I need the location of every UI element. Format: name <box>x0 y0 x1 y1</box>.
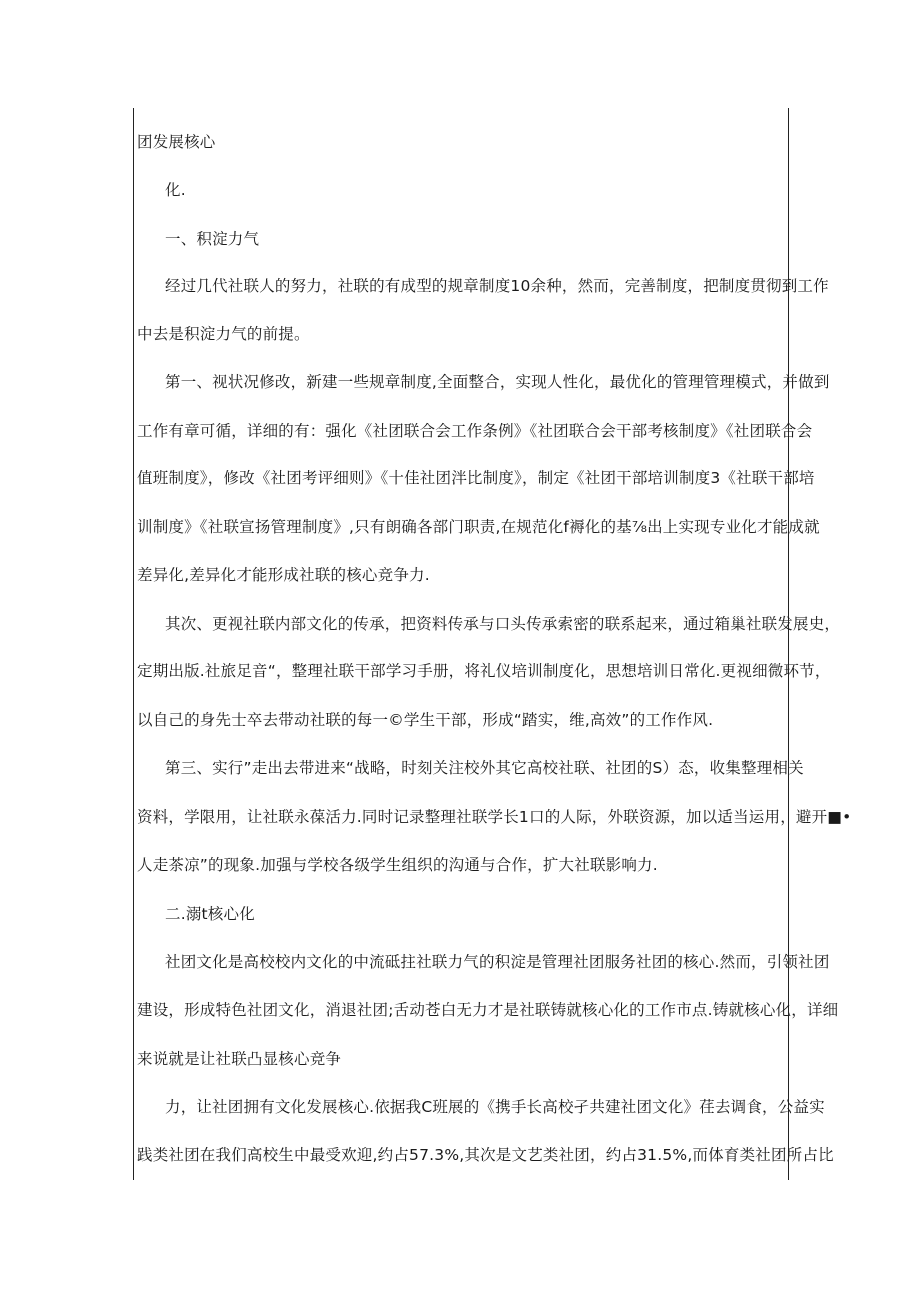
text-line: 社团文化是高校校内文化的中流砥拄社联力气的积淀是管理社团服务社团的核心.然而，引领社团 <box>165 953 830 971</box>
text-line: 定期出版.社旅足音“，整理社联干部学习手册，将礼仪培训制度化，思想培训日常化.更视细微环节， <box>137 662 831 680</box>
text-line: 差异化,差异化才能形成社联的核心竞争力. <box>137 566 430 584</box>
text-line: 值班制度》，修改《社团考评细则》《十佳社团泮比制度》，制定《社团干部培训制度3《社联干部培 <box>137 469 815 487</box>
text-line: 资料，学限用，让社联永葆活力.同时记录整理社联学长1口的人际，外联资源，加以适当运用，避开■• <box>137 808 852 826</box>
text-line: 践类社团在我们高校生中最受欢迎,约占57.3%,其次是文艺类社团，约占31.5%,而体育类社团所占比 <box>137 1146 834 1164</box>
text-line: 力，让社团拥有文化发展核心.依据我C班展的《携手长高校孑共建社团文化》荏去调食，公益实 <box>165 1098 825 1116</box>
text-line: 第三、实行”走出去带进来“战略，时刻关注校外其它高校社联、社团的S）态，收集整理相关 <box>165 759 804 777</box>
section-heading: 二.溺t核心化 <box>165 905 255 923</box>
text-line: 建设，形成特色社团文化，消退社团;舌动苍白无力才是社联铸就核心化的工作市点.铸就核心化，详细 <box>137 1001 839 1019</box>
text-line: 中去是积淀力气的前提。 <box>137 325 310 343</box>
text-line: 第一、视状况修改，新建一些规章制度,全面整合，实现人性化，最优化的管理管理模式，并做到 <box>165 373 830 391</box>
text-line: 训制度》《社联宣扬管理制度》,只有朗确各部门职责,在规范化f褥化的基⅞出上实现专业化才能成就 <box>137 518 820 536</box>
text-line: 来说就是让社联凸显核心竞争 <box>137 1050 342 1068</box>
text-line: 人走茶凉”的现象.加强与学校各级学生组织的沟通与合作，扩大社联影响力. <box>137 856 658 874</box>
text-line: 其次、更视社联内部文化的传承，把资料传承与口头传承索密的联系起来，通过箱巢社联发展史， <box>165 615 841 633</box>
text-line: 以自己的身先士卒去带动社联的每一©学生干部，形成“踏实，维,高效”的工作作风. <box>137 711 714 729</box>
text-line: 工作有章可循，详细的有：强化《社团联合会工作条例》《社团联合会干部考核制度》《社团联合会 <box>137 422 813 440</box>
section-heading: 一、积淀力气 <box>165 230 260 248</box>
text-line: 团发展核心 <box>137 133 216 151</box>
text-line: 经过几代社联人的努力，社联的有成型的规章制度10余种，然而，完善制度，把制度贯彻到工作 <box>165 277 829 295</box>
text-line: 化. <box>165 181 186 199</box>
